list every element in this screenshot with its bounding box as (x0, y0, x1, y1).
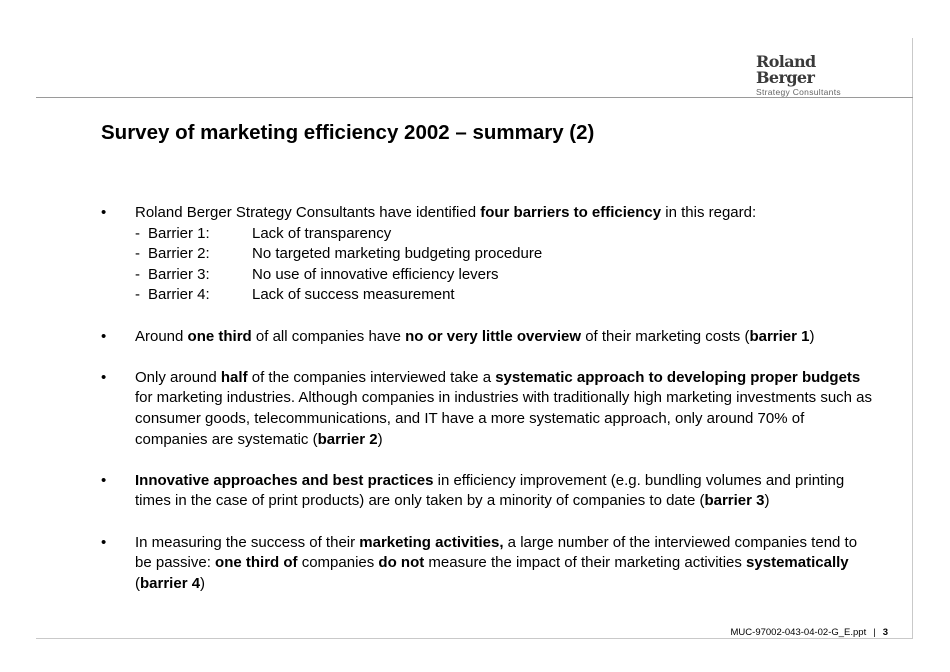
bullet-barriers (101, 203, 876, 306)
footer (731, 627, 888, 638)
bullet-dot: • (101, 533, 107, 551)
footer-doc-id: MUC-97002-043-04-02-G_E.ppt (730, 627, 867, 638)
roland-berger-logo (756, 54, 862, 97)
bullet-measurement (101, 533, 876, 595)
footer-divider (36, 638, 913, 639)
bullet-text: Around one third of all companies have no or very little overview of their marketing costs (barrier 1) (135, 327, 815, 345)
page-title: Survey of marketing efficiency 2002 – summary (2) (101, 121, 595, 144)
barrier-item: - Barrier 1: Lack of transparency (135, 224, 392, 242)
bullet-text: Roland Berger Strategy Consultants have identified four barriers to efficiency in this regard: (135, 204, 757, 221)
barrier-item: - Barrier 2: No targeted marketing budgeting procedure (135, 245, 543, 263)
barrier-item: - Barrier 4: Lack of success measurement (135, 286, 455, 304)
bullet-text: Only around half of the companies interviewed take a systematic approach to developing proper budgets for marketing industries. Although companies in industries with traditionally high marketing investments such as consumer goods, telecommunications, and IT have a more systematic approach, only around 70% of companies are systematic (barrier 2) (135, 368, 873, 448)
logo-name: Roland Berger (756, 52, 816, 87)
bullet-dot: • (101, 327, 107, 345)
bullet-dot: • (101, 471, 107, 489)
footer-separator: | (873, 627, 876, 638)
bullet-dot: • (101, 368, 107, 386)
bullet-innovation (101, 471, 876, 512)
bullet-overview (101, 327, 876, 348)
slide-body (101, 203, 876, 594)
bullet-dot: • (101, 204, 107, 221)
bullet-budgeting (101, 368, 876, 450)
logo-subtitle: Strategy Consultants (756, 87, 841, 97)
barrier-item: - Barrier 3: No use of innovative efficiency levers (135, 265, 499, 283)
bullet-text: In measuring the success of their marketing activities, a large number of the interviewed companies tend to be passive: one third of companies do not measure the impact of their marketing activities systematically (barrier 4) (135, 533, 858, 592)
page-number: 3 (882, 627, 888, 638)
header-divider (36, 97, 913, 98)
right-border-line (912, 38, 913, 638)
bullet-text: Innovative approaches and best practices in efficiency improvement (e.g. bundling volumes and printing times in the case of print products) are only taken by a minority of companies to date (barrier 3) (135, 471, 845, 510)
